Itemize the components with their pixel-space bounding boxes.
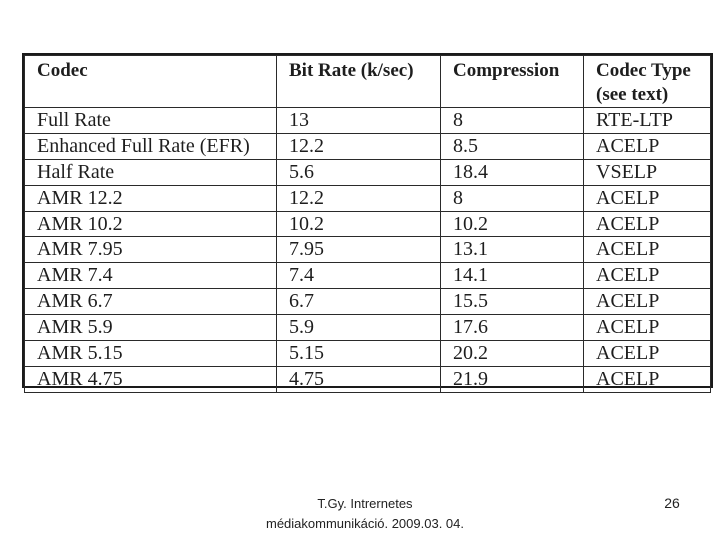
cell-codec: AMR 12.2 bbox=[25, 185, 277, 211]
cell-codec-type: ACELP bbox=[584, 366, 711, 392]
cell-compression: 8.5 bbox=[441, 133, 584, 159]
cell-bit-rate: 13 bbox=[277, 108, 441, 134]
table-row bbox=[25, 133, 711, 159]
table-row bbox=[25, 263, 711, 289]
cell-bit-rate: 12.2 bbox=[277, 185, 441, 211]
cell-bit-rate: 12.2 bbox=[277, 133, 441, 159]
cell-codec-type: ACELP bbox=[584, 185, 711, 211]
table-header-row bbox=[25, 56, 711, 108]
cell-codec: AMR 5.9 bbox=[25, 315, 277, 341]
cell-codec-type: VSELP bbox=[584, 159, 711, 185]
table-row bbox=[25, 341, 711, 367]
cell-codec-type: ACELP bbox=[584, 133, 711, 159]
cell-compression: 15.5 bbox=[441, 289, 584, 315]
table-row bbox=[25, 289, 711, 315]
cell-codec: Half Rate bbox=[25, 159, 277, 185]
cell-bit-rate: 5.15 bbox=[277, 341, 441, 367]
cell-compression: 8 bbox=[441, 108, 584, 134]
cell-bit-rate: 7.95 bbox=[277, 237, 441, 263]
cell-codec-type: ACELP bbox=[584, 237, 711, 263]
header-bit-rate: Bit Rate (k/sec) bbox=[277, 56, 441, 108]
footer-caption bbox=[240, 494, 490, 534]
header-compression: Compression bbox=[441, 56, 584, 108]
cell-codec-type: RTE-LTP bbox=[584, 108, 711, 134]
table-row bbox=[25, 315, 711, 341]
table-row bbox=[25, 185, 711, 211]
cell-codec: AMR 6.7 bbox=[25, 289, 277, 315]
cell-compression: 8 bbox=[441, 185, 584, 211]
header-codec-type: Codec Type (see text) bbox=[584, 56, 711, 108]
cell-compression: 13.1 bbox=[441, 237, 584, 263]
table-row bbox=[25, 108, 711, 134]
cell-codec-type: ACELP bbox=[584, 211, 711, 237]
cell-bit-rate: 5.6 bbox=[277, 159, 441, 185]
cell-codec: AMR 10.2 bbox=[25, 211, 277, 237]
cell-bit-rate: 7.4 bbox=[277, 263, 441, 289]
table-body bbox=[25, 108, 711, 393]
cell-codec-type: ACELP bbox=[584, 315, 711, 341]
footer-line-2: médiakommunikáció. 2009.03. 04. bbox=[265, 516, 464, 531]
page-number: 26 bbox=[664, 495, 680, 511]
footer-line-1: T.Gy. Intrernetes bbox=[317, 496, 413, 511]
codec-table bbox=[22, 53, 713, 388]
cell-bit-rate: 5.9 bbox=[277, 315, 441, 341]
cell-codec: AMR 5.15 bbox=[25, 341, 277, 367]
cell-codec-type: ACELP bbox=[584, 289, 711, 315]
cell-compression: 21.9 bbox=[441, 366, 584, 392]
cell-compression: 17.6 bbox=[441, 315, 584, 341]
cell-codec: AMR 4.75 bbox=[25, 366, 277, 392]
cell-compression: 14.1 bbox=[441, 263, 584, 289]
table-row bbox=[25, 366, 711, 392]
cell-compression: 18.4 bbox=[441, 159, 584, 185]
cell-compression: 10.2 bbox=[441, 211, 584, 237]
codec-table-grid bbox=[24, 55, 711, 393]
cell-codec-type: ACELP bbox=[584, 341, 711, 367]
header-codec: Codec bbox=[25, 56, 277, 108]
cell-bit-rate: 10.2 bbox=[277, 211, 441, 237]
cell-codec: Full Rate bbox=[25, 108, 277, 134]
cell-bit-rate: 6.7 bbox=[277, 289, 441, 315]
cell-codec: Enhanced Full Rate (EFR) bbox=[25, 133, 277, 159]
cell-compression: 20.2 bbox=[441, 341, 584, 367]
table-row bbox=[25, 159, 711, 185]
cell-bit-rate: 4.75 bbox=[277, 366, 441, 392]
cell-codec: AMR 7.95 bbox=[25, 237, 277, 263]
table-row bbox=[25, 211, 711, 237]
cell-codec-type: ACELP bbox=[584, 263, 711, 289]
table-row bbox=[25, 237, 711, 263]
cell-codec: AMR 7.4 bbox=[25, 263, 277, 289]
